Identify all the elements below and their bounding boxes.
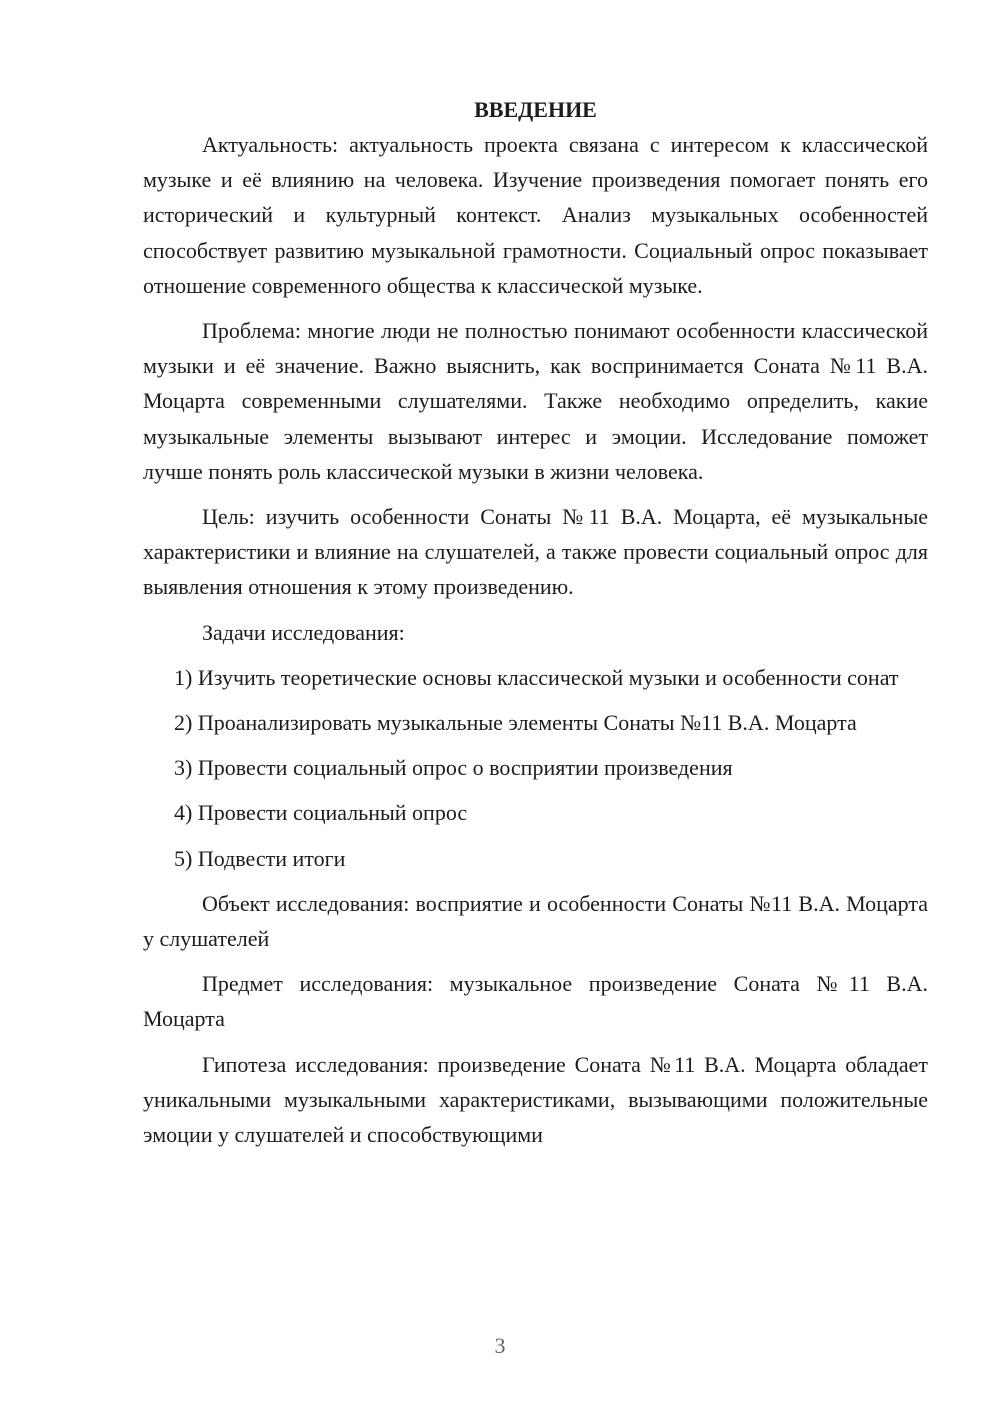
tasks-heading: Задачи исследования: — [202, 619, 405, 645]
hypothesis-paragraph: Гипотеза исследования: произведение Соната №11 В.А. Моцарта обладает уникальными музыкальными характеристиками, вызывающими положительные эмоции у слушателей и способствующими — [143, 1051, 928, 1148]
task-item: 5) Подвести итоги — [174, 845, 346, 871]
subject-paragraph: Предмет исследования: музыкальное произведение Соната №11 В.А. Моцарта — [143, 971, 928, 1032]
task-item: 3) Провести социальный опрос о восприятии произведения — [174, 755, 733, 781]
goal-paragraph: Цель: изучить особенности Сонаты №11 В.А. Моцарта, её музыкальные характеристики и влияние на слушателей, а также провести социальный опрос для выявления отношения к этому произведению. — [143, 504, 928, 600]
problem-paragraph: Проблема: многие люди не полностью понимают особенности классической музыки и её значение. Важно выяснить, как воспринимается Соната №11 В.А. Моцарта современными слушателями. Также необходимо определить, какие музыкальные элементы вызывают интерес и эмоции. Исследование поможет лучше понять роль классической музыки в жизни человека. — [143, 318, 928, 484]
task-item: 4) Провести социальный опрос — [174, 800, 468, 826]
object-paragraph: Объект исследования: восприятие и особенности Сонаты №11 В.А. Моцарта у слушателей — [143, 890, 928, 952]
relevance-paragraph: Актуальность: актуальность проекта связана с интересом к классической музыке и её влиянию на человека. Изучение произведения помогает понять его исторический и культурный контекст. Анализ музыкальных особенностей способствует развитию музыкальной грамотности. Социальный опрос показывает отношение современного общества к классической музыке. — [143, 132, 928, 298]
task-item: 2) Проанализировать музыкальные элементы Сонаты №11 В.А. Моцарта — [174, 710, 857, 736]
page-number: 3 — [494, 1333, 506, 1358]
section-title: ВВЕДЕНИЕ — [474, 97, 597, 122]
task-item: 1) Изучить теоретические основы классической музыки и особенности сонат — [174, 664, 899, 690]
document-page — [143, 92, 928, 1152]
